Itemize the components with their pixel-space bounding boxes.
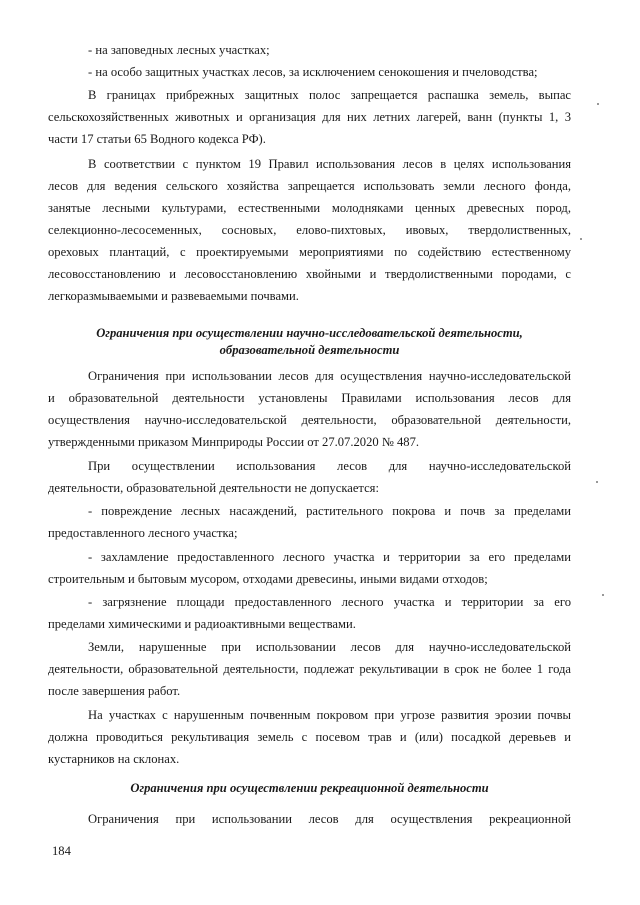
text-line: - на заповедных лесных участках;	[88, 43, 270, 57]
text-line: осуществления научно-исследовательской деятельности, образовательной деятельности,	[48, 413, 571, 427]
text-line: после завершения работ.	[48, 684, 181, 698]
text-line: лесов для ведения сельского хозяйства запрещается использовать земли лесного фонда,	[48, 179, 571, 193]
scan-speck	[602, 594, 604, 596]
section-heading: Ограничения при осуществлении рекреационной деятельности	[130, 781, 489, 795]
page-number: 184	[52, 844, 71, 858]
list-item: - повреждение лесных насаждений, растительного покрова и почв за пределами	[88, 504, 571, 518]
text-line: и образовательной деятельности установлены Правилами использования лесов для	[48, 391, 571, 405]
text-line: деятельности, образовательной деятельности, подлежат рекультивации в срок не более 1 года	[48, 662, 571, 676]
list-item: - загрязнение площади предоставленного лесного участка и территории за его	[88, 595, 571, 609]
text-line: ореховых плантаций, с проектируемыми мероприятиями по содействию естественному	[48, 245, 571, 259]
text-line: кустарников на склонах.	[48, 752, 180, 766]
list-item: - захламление предоставленного лесного участка и территории за его пределами	[88, 550, 571, 564]
text-line: В соответствии с пунктом 19 Правил использования лесов в целях использования	[88, 157, 571, 171]
text-line: Земли, нарушенные при использовании лесов для научно-исследовательской	[88, 640, 571, 654]
text-line: деятельности, образовательной деятельности не допускается:	[48, 481, 379, 495]
text-line: сельскохозяйственных животных и организация для них летних лагерей, ванн (пункты 1, 3	[48, 110, 571, 124]
text-line: Ограничения при использовании лесов для осуществления рекреационной	[88, 812, 571, 826]
section-heading: Ограничения при осуществлении научно-исследовательской деятельности,	[96, 326, 523, 340]
list-item: строительным и бытовым мусором, отходами древесины, иными видами отходов;	[48, 572, 488, 586]
text-line: Ограничения при использовании лесов для осуществления научно-исследовательской	[88, 369, 571, 383]
section-heading: образовательной деятельности	[219, 343, 400, 357]
scan-speck	[597, 103, 599, 105]
list-item: предоставленного лесного участка;	[48, 526, 238, 540]
text-line: - на особо защитных участках лесов, за исключением сенокошения и пчеловодства;	[88, 65, 538, 79]
text-line: легкоразмываемыми и развеваемыми почвами.	[48, 289, 299, 303]
list-item: пределами химическими и радиоактивными веществами.	[48, 617, 356, 631]
text-line: В границах прибрежных защитных полос запрещается распашка земель, выпас	[88, 88, 571, 102]
text-line: При осуществлении использования лесов для научно-исследовательской	[88, 459, 571, 473]
text-line: части 17 статьи 65 Водного кодекса РФ).	[48, 132, 266, 146]
text-line: селекционно-лесосеменных, сосновых, елово-пихтовых, ивовых, твердолиственных,	[48, 223, 571, 237]
text-line: должна проводиться рекультивация земель с посевом трав и (или) посадкой деревьев и	[48, 730, 571, 744]
scan-speck	[580, 238, 582, 240]
text-line: занятые лесными культурами, естественными молодняками ценных древесных пород,	[48, 201, 571, 215]
scan-speck	[596, 481, 598, 483]
text-line: На участках с нарушенным почвенным покровом при угрозе развития эрозии почвы	[88, 708, 571, 722]
text-line: утвержденными приказом Минприроды России от 27.07.2020 № 487.	[48, 435, 420, 449]
text-line: лесовосстановлению и лесовосстановлению хвойными и твердолиственными породами, с	[48, 267, 571, 281]
